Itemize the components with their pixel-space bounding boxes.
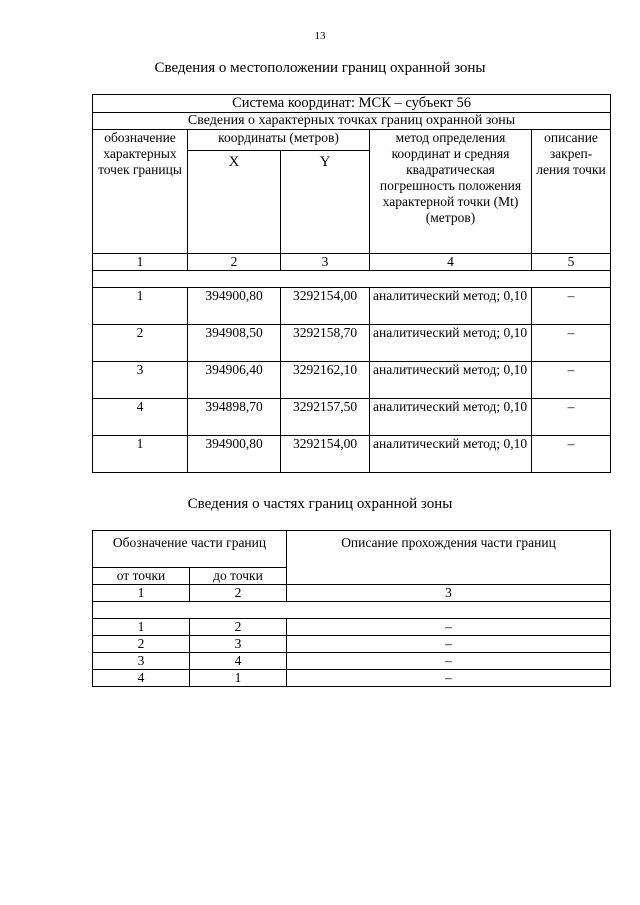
y-cell: 3292154,00 [281, 436, 370, 473]
num-cell: 3 [281, 254, 370, 271]
col-coords-header: координаты (метров) [188, 130, 370, 151]
from-cell: 2 [93, 636, 190, 653]
point-cell: 3 [93, 362, 188, 399]
y-cell: 3292157,50 [281, 399, 370, 436]
table-row [93, 399, 611, 436]
coordinate-system: Система координат: МСК – субъект 56 [93, 95, 611, 113]
from-cell: 3 [93, 653, 190, 670]
to-cell: 2 [190, 619, 287, 636]
table-row [93, 619, 611, 636]
col-to-header: до точки [190, 568, 287, 585]
method-cell: аналитический метод; 0,10 [370, 325, 532, 362]
desc-cell: – [532, 436, 611, 473]
to-cell: 3 [190, 636, 287, 653]
num-cell: 2 [188, 254, 281, 271]
boundary-points-table [92, 94, 611, 473]
method-cell: аналитический метод; 0,10 [370, 362, 532, 399]
desc-cell: – [287, 670, 611, 687]
y-cell: 3292158,70 [281, 325, 370, 362]
x-cell: 394900,80 [188, 288, 281, 325]
col-designation-header: обозначение характерных точек границы [93, 130, 188, 254]
to-cell: 1 [190, 670, 287, 687]
desc-cell: – [287, 653, 611, 670]
point-cell: 1 [93, 288, 188, 325]
num-cell: 2 [190, 585, 287, 602]
x-cell: 394906,40 [188, 362, 281, 399]
x-cell: 394908,50 [188, 325, 281, 362]
col-method-header: метод определения координат и средняя квадратическая погрешность положения характерной точки (Mt) (метров) [370, 130, 532, 254]
point-cell: 1 [93, 436, 188, 473]
num-cell: 4 [370, 254, 532, 271]
desc-cell: – [532, 325, 611, 362]
table-row [93, 436, 611, 473]
num-cell: 3 [287, 585, 611, 602]
table-row [93, 636, 611, 653]
desc-cell: – [532, 362, 611, 399]
x-cell: 394898,70 [188, 399, 281, 436]
from-cell: 1 [93, 619, 190, 636]
method-cell: аналитический метод; 0,10 [370, 436, 532, 473]
from-cell: 4 [93, 670, 190, 687]
table-row [93, 653, 611, 670]
y-cell: 3292162,10 [281, 362, 370, 399]
col-desc-header: описание закреп-ления точки [532, 130, 611, 254]
col-x-header: X [188, 151, 281, 254]
x-cell: 394900,80 [188, 436, 281, 473]
boundary-parts-table [92, 530, 611, 687]
col-designation-header: Обозначение части границ [93, 531, 287, 568]
section-heading: Сведения о местоположении границ охранной зоны [154, 60, 486, 76]
to-cell: 4 [190, 653, 287, 670]
empty-row [93, 271, 611, 288]
desc-cell: – [287, 636, 611, 653]
desc-cell: – [287, 619, 611, 636]
col-y-header: Y [281, 151, 370, 254]
num-cell: 1 [93, 585, 190, 602]
col-from-header: от точки [93, 568, 190, 585]
section-heading: Сведения о частях границ охранной зоны [187, 496, 453, 512]
method-cell: аналитический метод; 0,10 [370, 399, 532, 436]
method-cell: аналитический метод; 0,10 [370, 288, 532, 325]
point-cell: 4 [93, 399, 188, 436]
table-row [93, 288, 611, 325]
y-cell: 3292154,00 [281, 288, 370, 325]
num-cell: 1 [93, 254, 188, 271]
empty-row [93, 602, 611, 619]
table-row [93, 325, 611, 362]
point-cell: 2 [93, 325, 188, 362]
table-row [93, 670, 611, 687]
table-row [93, 362, 611, 399]
page-number: 13 [314, 30, 326, 42]
col-desc-header: Описание прохождения части границ [287, 531, 611, 585]
desc-cell: – [532, 399, 611, 436]
points-subheader: Сведения о характерных точках границ охранной зоны [93, 113, 611, 130]
desc-cell: – [532, 288, 611, 325]
num-cell: 5 [532, 254, 611, 271]
